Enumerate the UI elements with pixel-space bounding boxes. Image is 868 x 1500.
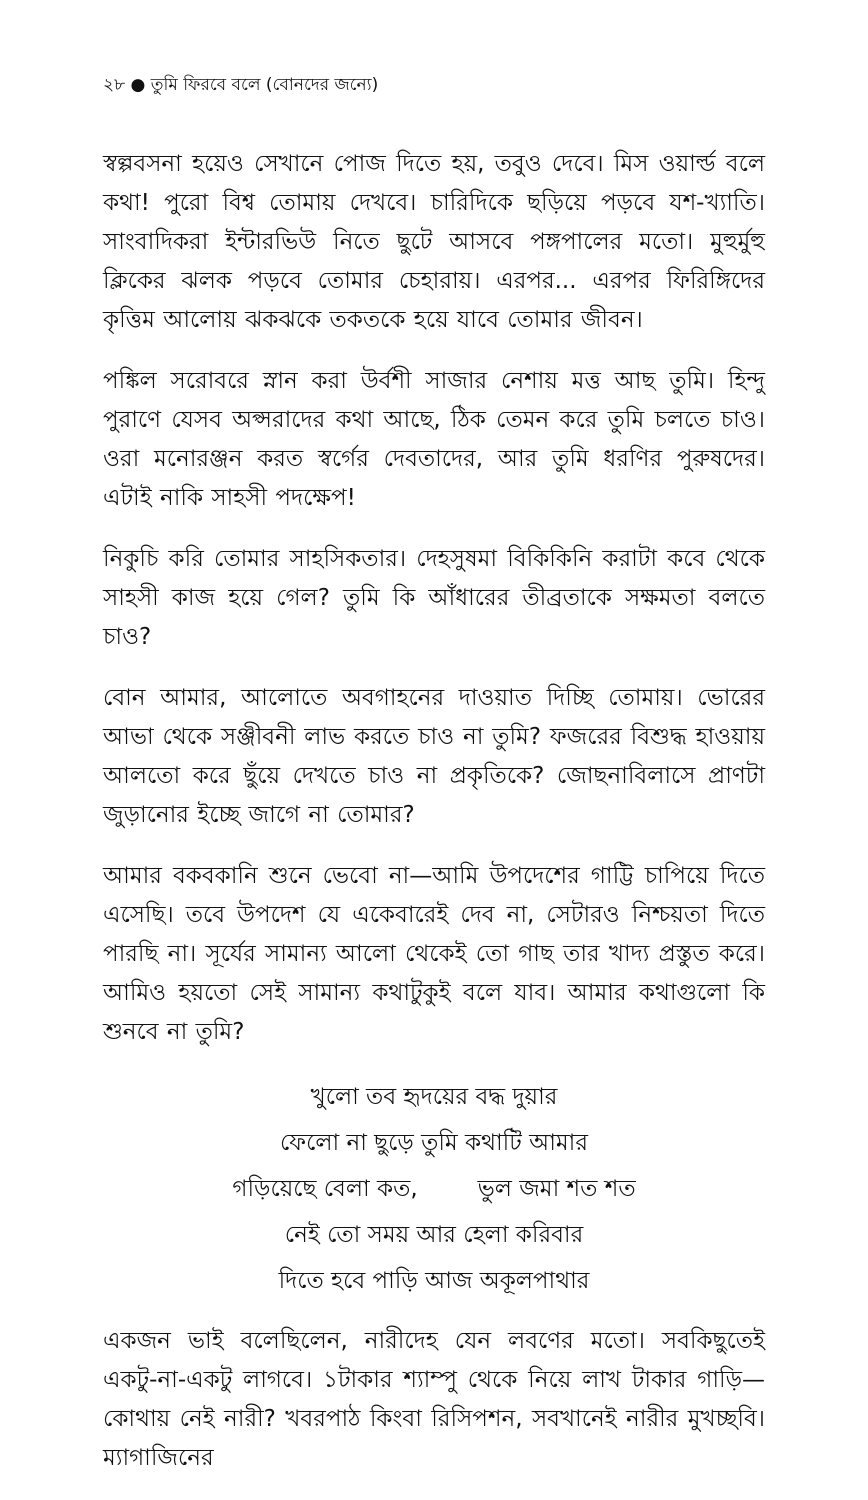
paragraph-6: একজন ভাই বলেছিলেন, নারীদেহ যেন লবণের মতো। সবকিছুতেই একটু-না-একটু লাগবে। ১টাকার শ্যাম্পু থেকে নিয়ে লাখ টাকার গাড়ি—কোথায় নেই নারী? খবরপাঠ কিংবা রিসিপশন, সবখানেই নারীর মুখচ্ছবি। ম্যাগাজিনের	[103, 1328, 765, 1471]
paragraph-3: নিকুচি করি তোমার সাহসিকতার। দেহসুষমা বিকিকিনি করাটা কবে থেকে সাহসী কাজ হয়ে গেল? তুমি কি আঁধারের তীব্রতাকে সক্ষমতা বলতে চাও?	[103, 546, 765, 650]
paragraph-5: আমার বকবকানি শুনে ভেবো না—আমি উপদেশের গাট্টি চাপিয়ে দিতে এসেছি। তবে উপদেশ যে একেবারেই দেব না, সেটারও নিশ্চয়তা দিতে পারছি না। সূর্যের সামান্য আলো থেকেই তো গাছ তার খাদ্য প্রস্তুত করে। আমিও হয়তো সেই সামান্য কথাটুকুই বলে যাব। আমার কথাগুলো কি শুনবে না তুমি?	[103, 863, 765, 1045]
poem-line-1: খুলো তব হৃদয়ের বদ্ধ দুয়ার	[310, 1084, 558, 1110]
paragraph-2: পঙ্কিল সরোবরে স্নান করা উর্বশী সাজার নেশায় মত্ত আছ তুমি। হিন্দু পুরাণে যেসব অপ্সরাদের কথা আছে, ঠিক তেমন করে তুমি চলতে চাও। ওরা মনোরঞ্জন করত স্বর্গের দেবতাদের, আর তুমি ধরণির পুরুষদের। এটাই নাকি সাহসী পদক্ষেপ!	[103, 368, 765, 511]
poem-line-3	[103, 1166, 765, 1212]
page-body	[103, 145, 765, 1500]
poem-line-4: নেই তো সময় আর হেলা করিবার	[284, 1222, 584, 1248]
poem-line-3-second-half: ভুল জমা শত শত	[477, 1176, 636, 1202]
poem-line-5: দিতে হবে পাড়ি আজ অকূলপাথার	[278, 1268, 590, 1294]
poem-block	[103, 1074, 765, 1304]
running-header: ২৮ ● তুমি ফিরবে বলে (বোনদের জন্যে)	[103, 75, 379, 95]
poem-line-3-first-half: গড়িয়েছে বেলা কত,	[232, 1176, 418, 1202]
paragraph-4: বোন আমার, আলোতে অবগাহনের দাওয়াত দিচ্ছি তোমায়। ভোরের আভা থেকে সঞ্জীবনী লাভ করতে চাও না তুমি? ফজরের বিশুদ্ধ হাওয়ায় আলতো করে ছুঁয়ে দেখতে চাও না প্রকৃতিকে? জোছনাবিলাসে প্রাণটা জুড়ানোর ইচ্ছে জাগে না তোমার?	[103, 685, 765, 828]
poem-line-2: ফেলো না ছুড়ে তুমি কথাটি আমার	[279, 1130, 589, 1156]
paragraph-1: স্বল্পবসনা হয়েও সেখানে পোজ দিতে হয়, তবুও দেবে। মিস ওয়ার্ল্ড বলে কথা! পুরো বিশ্ব তোমায় দেখবে। চারিদিকে ছড়িয়ে পড়বে যশ-খ্যাতি। সাংবাদিকরা ইন্টারভিউ নিতে ছুটে আসবে পঙ্গপালের মতো। মুহুর্মুহু ক্লিকের ঝলক পড়বে তোমার চেহারায়। এরপর... এরপর ফিরিঙ্গিদের কৃত্তিম আলোয় ঝকঝকে তকতকে হয়ে যাবে তোমার জীবন।	[103, 151, 765, 333]
